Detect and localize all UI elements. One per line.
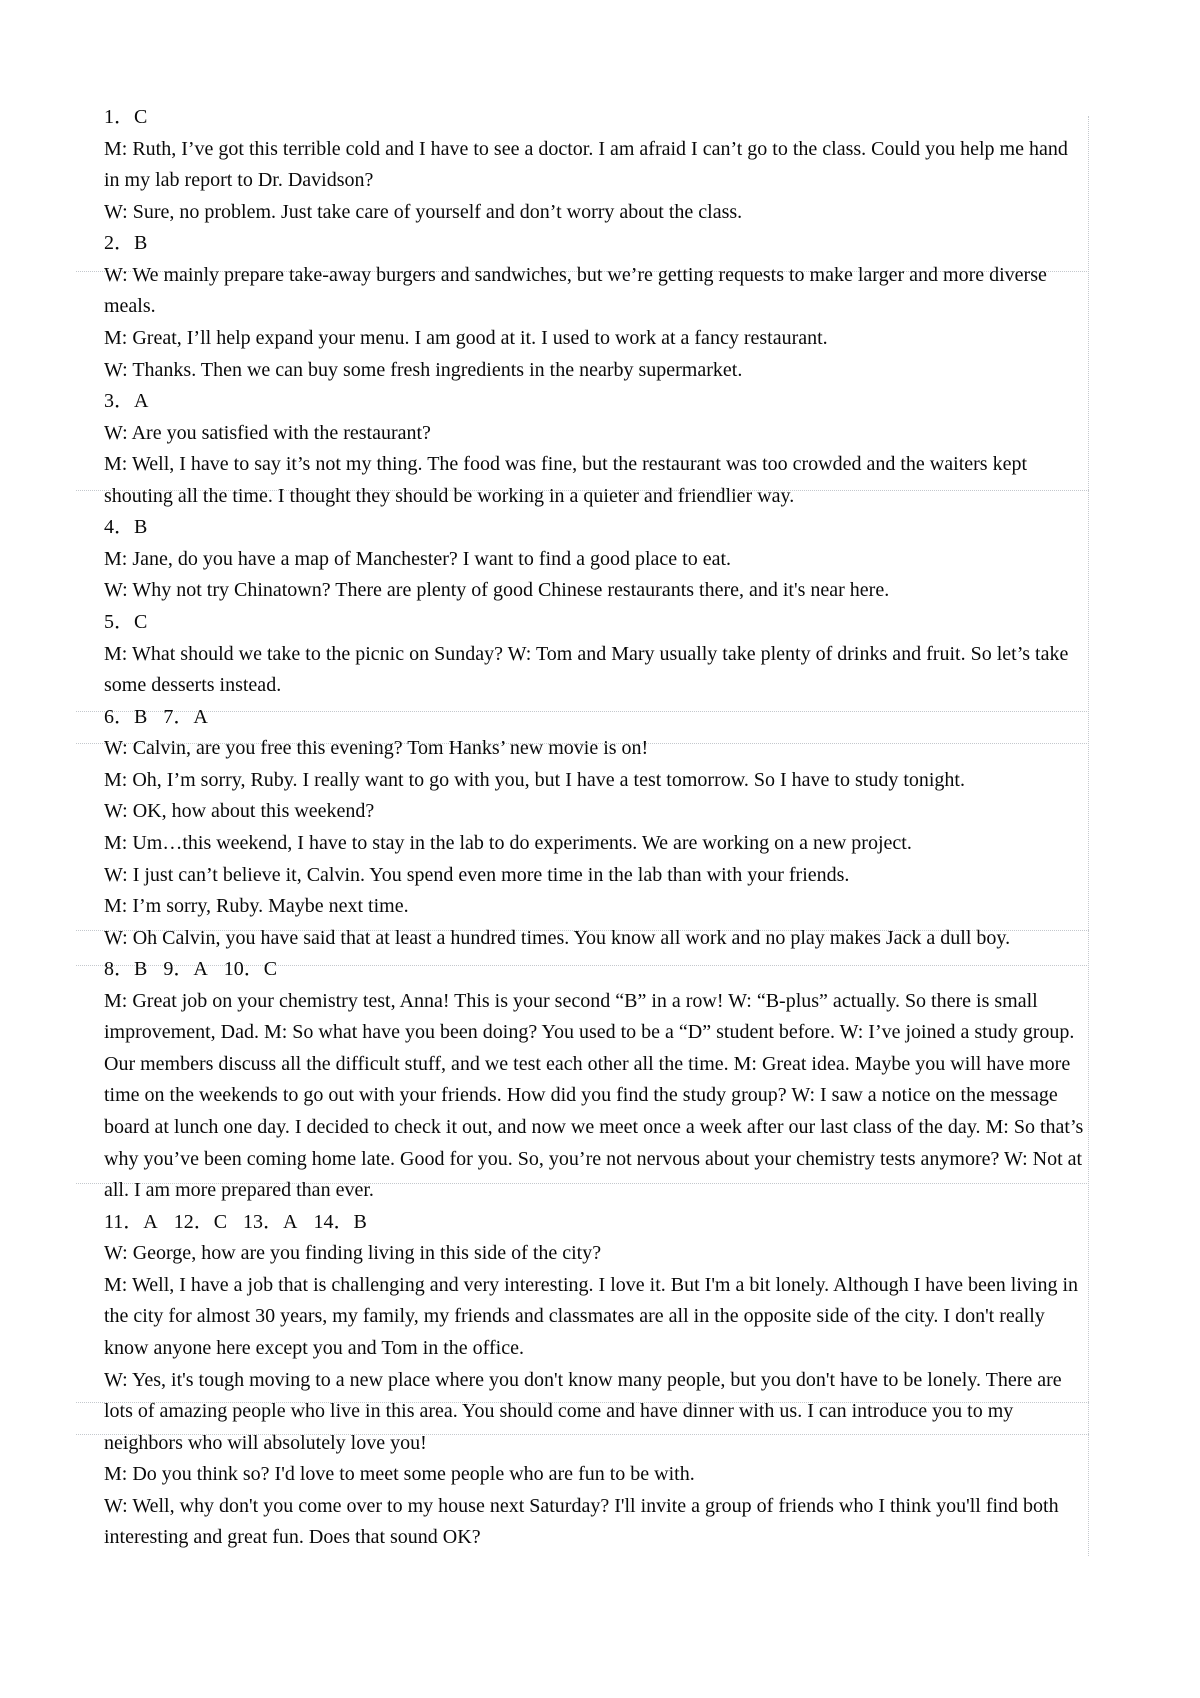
answer-line-q8-q10 bbox=[104, 954, 1088, 986]
answer-line-q3 bbox=[104, 386, 1088, 418]
answer-line-q5 bbox=[104, 607, 1088, 639]
dialogue-line: M: Well, I have to say it’s not my thing. The food was fine, but the restaurant was too crowded and the waiters kept shouting all the time. I thought they should be working in a quieter and friendlier way. bbox=[104, 453, 1027, 507]
dialogue-line: M: Um…this weekend, I have to stay in the lab to do experiments. We are working on a new project. bbox=[104, 831, 912, 854]
dialogue-line: M: Well, I have a job that is challenging and very interesting. I love it. But I'm a bit lonely. Although I have been living in the city for almost 30 years, my family, my friends and classmates are all in the opposite side of the city. I don't really know anyone here except you and Tom in the office. bbox=[104, 1273, 1079, 1359]
answer-item: 10．C bbox=[223, 958, 278, 981]
dialogue-line: W: Calvin, are you free this evening? Tom Hanks’ new movie is on! bbox=[104, 737, 649, 760]
dialogue-line: M: Do you think so? I'd love to meet some people who are fun to be with. bbox=[104, 1463, 695, 1486]
dialogue-line: M: Oh, I’m sorry, Ruby. I really want to go with you, but I have a test tomorrow. So I have to study tonight. bbox=[104, 768, 965, 791]
answer-item: 4．B bbox=[104, 516, 148, 539]
answer-item: 12．C bbox=[173, 1210, 228, 1233]
answer-item: 13．A bbox=[243, 1210, 298, 1233]
dialogue-line: W: OK, how about this weekend? bbox=[104, 800, 375, 823]
table-gridline-vertical bbox=[1088, 116, 1089, 1556]
dialogue-line: W: Are you satisfied with the restaurant? bbox=[104, 421, 431, 444]
dialogue-line: M: What should we take to the picnic on Sunday? W: Tom and Mary usually take plenty of drinks and fruit. So let’s take some desserts instead. bbox=[104, 642, 1069, 697]
answer-line-q2 bbox=[104, 228, 1088, 260]
dialogue-line: W: I just can’t believe it, Calvin. You spend even more time in the lab than with your friends. bbox=[104, 863, 850, 886]
answer-line-q1 bbox=[104, 102, 1088, 134]
dialogue-line: W: George, how are you finding living in this side of the city? bbox=[104, 1242, 602, 1265]
dialogue-line: M: Jane, do you have a map of Manchester? I want to find a good place to eat. bbox=[104, 547, 732, 570]
answer-item: 14．B bbox=[313, 1210, 367, 1233]
answer-line-q11-q14 bbox=[104, 1207, 1088, 1239]
answer-key-document bbox=[104, 102, 1088, 1554]
dialogue-line: M: Ruth, I’ve got this terrible cold and I have to see a doctor. I am afraid I can’t go to the class. Could you help me hand in my lab report to Dr. Davidson? bbox=[104, 137, 1068, 192]
answer-line-q6-q7 bbox=[104, 702, 1088, 734]
answer-item: 7．A bbox=[163, 705, 208, 728]
answer-item: 9．A bbox=[163, 958, 208, 981]
answer-item: 3．A bbox=[104, 390, 149, 413]
dialogue-line: M: Great, I’ll help expand your menu. I am good at it. I used to work at a fancy restaurant. bbox=[104, 326, 828, 349]
dialogue-line: W: Yes, it's tough moving to a new place where you don't know many people, but you don't have to be lonely. There are lots of amazing people who live in this area. You should come and have dinner with us. I can introduce you to my neighbors who will absolutely love you! bbox=[104, 1368, 1062, 1454]
dialogue-line: W: Thanks. Then we can buy some fresh ingredients in the nearby supermarket. bbox=[104, 358, 743, 381]
answer-item: 5．C bbox=[104, 611, 148, 633]
dialogue-line: M: Great job on your chemistry test, Anna! This is your second “B” in a row! W: “B-plus” actually. So there is small improvement, Dad. M: So what have you been doing? You used to be a “D” student before. W: I’ve joined a study group. Our members discuss all the difficult stuff, and we test each other all the time. M: Great idea. Maybe you will have more time on the weekends to go out with your friends. How did you find the study group? W: I saw a notice on the message board at lunch one day. I decided to check it out, and now we meet once a week after our last class of the day. M: So that’s why you’ve been coming home late. Good for you. So, you’re not nervous about your chemistry tests anymore? W: Not at all. I am more prepared than ever. bbox=[104, 989, 1084, 1202]
answer-item: 1．C bbox=[104, 106, 148, 128]
answer-item: 2．B bbox=[104, 232, 148, 255]
answer-item: 11．A bbox=[104, 1210, 158, 1233]
dialogue-line: W: We mainly prepare take-away burgers and sandwiches, but we’re getting requests to make larger and more diverse meals. bbox=[104, 263, 1047, 318]
dialogue-line: W: Why not try Chinatown? There are plenty of good Chinese restaurants there, and it's near here. bbox=[104, 579, 890, 602]
answer-item: 6．B bbox=[104, 705, 148, 728]
dialogue-line: W: Oh Calvin, you have said that at least a hundred times. You know all work and no play makes Jack a dull boy. bbox=[104, 926, 1011, 949]
answer-line-q4 bbox=[104, 512, 1088, 544]
answer-item: 8．B bbox=[104, 958, 148, 981]
dialogue-line: M: I’m sorry, Ruby. Maybe next time. bbox=[104, 895, 409, 918]
dialogue-line: W: Sure, no problem. Just take care of yourself and don’t worry about the class. bbox=[104, 200, 743, 223]
dialogue-line: W: Well, why don't you come over to my house next Saturday? I'll invite a group of friends who I think you'll find both interesting and great fun. Does that sound OK? bbox=[104, 1494, 1059, 1549]
